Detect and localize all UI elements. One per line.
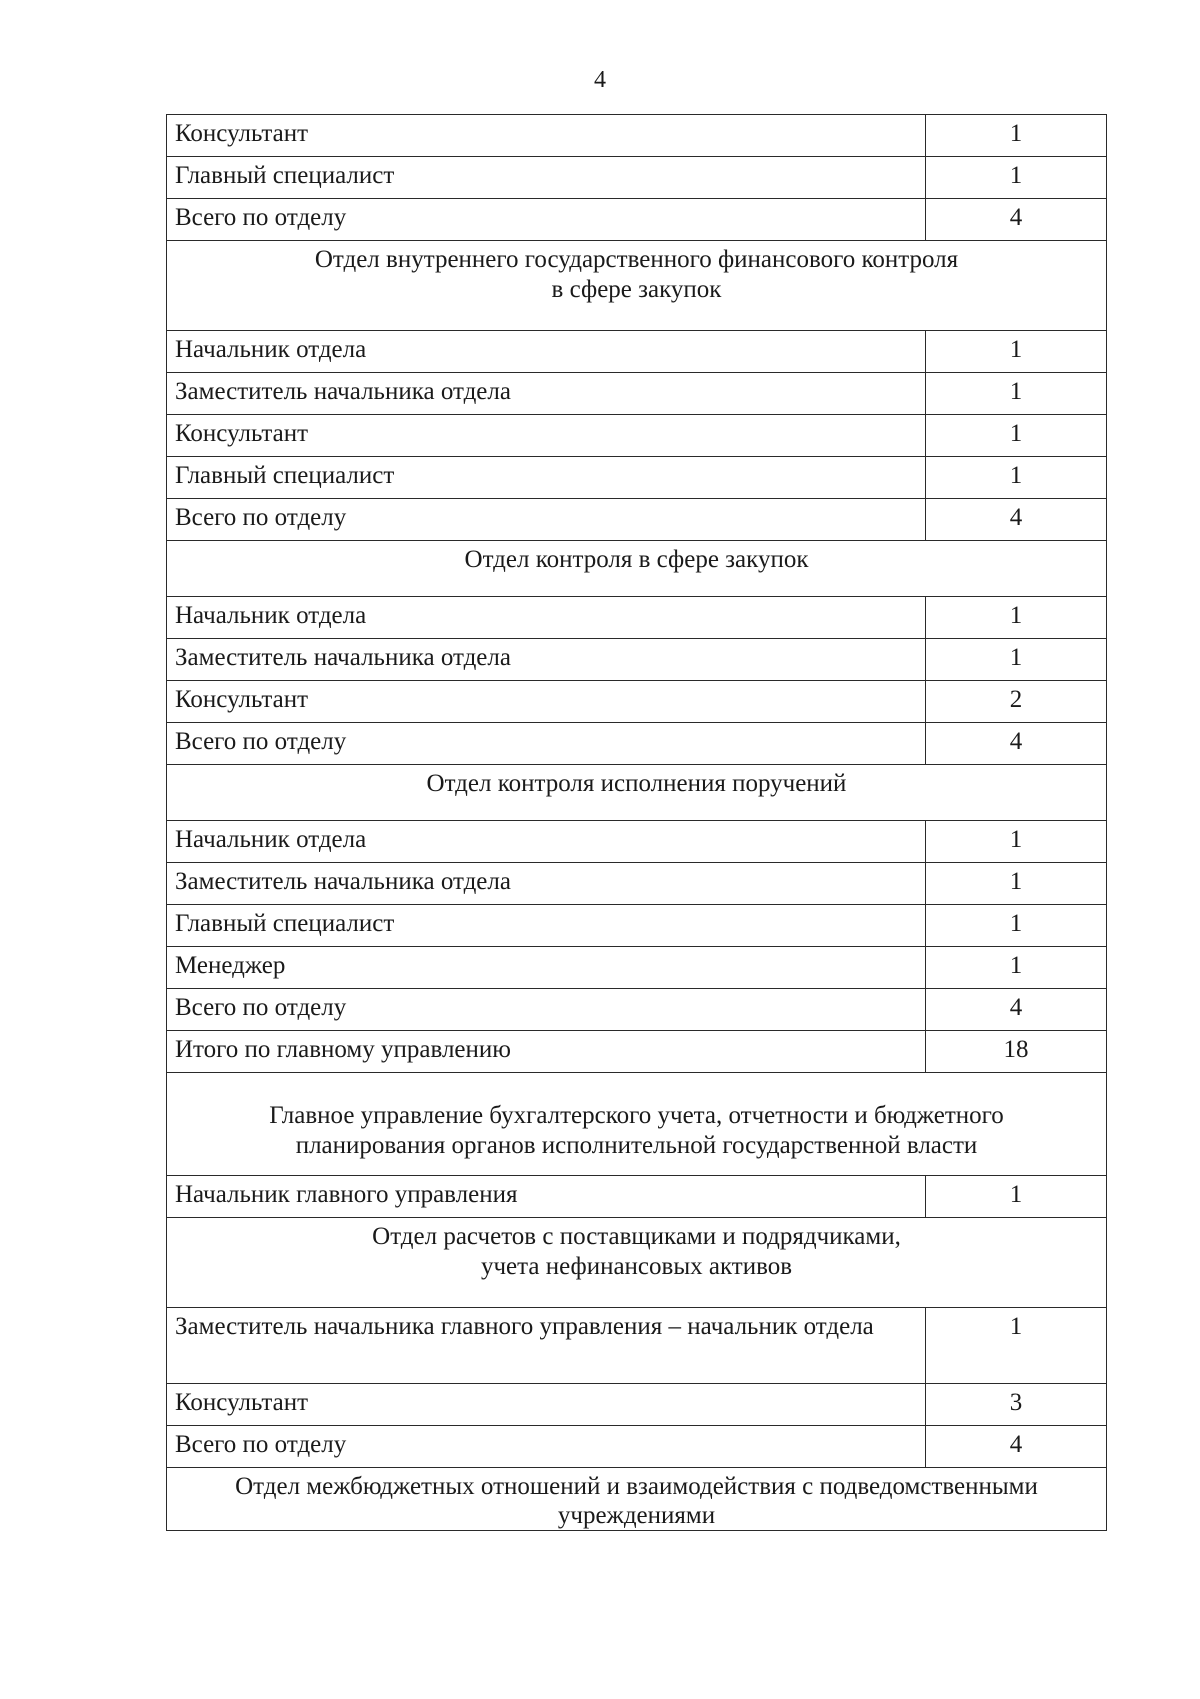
table-row [167,1426,1107,1468]
position-count: 1 [926,373,1107,415]
position-count: 1 [926,457,1107,499]
table-row [167,373,1107,415]
position-name: Главный специалист [167,457,926,499]
table-row [167,905,1107,947]
position-count: 1 [926,157,1107,199]
position-count: 1 [926,1176,1107,1218]
position-name: Консультант [167,681,926,723]
position-count: 1 [926,415,1107,457]
position-name: Заместитель начальника отдела [167,373,926,415]
section-title [167,1218,1107,1308]
position-count: 4 [926,499,1107,541]
section-title-line: Отдел межбюджетных отношений и взаимодействия с подведомственными [235,1473,1038,1500]
position-name: Главный специалист [167,905,926,947]
section-header-row [167,1468,1107,1531]
page-number: 4 [594,67,606,93]
section-title-line: Отдел расчетов с поставщиками и подрядчиками, [372,1223,901,1250]
section-title-line: Отдел контроля в сфере закупок [464,546,809,573]
section-title [167,541,1107,597]
table-row [167,1308,1107,1384]
table-row [167,199,1107,241]
section-title [167,1073,1107,1176]
position-name: Начальник главного управления [167,1176,926,1218]
position-count: 4 [926,1426,1107,1468]
section-header-row [167,765,1107,821]
position-name: Менеджер [167,947,926,989]
position-name: Всего по отделу [167,499,926,541]
position-name: Заместитель начальника главного управления – начальник отдела [167,1308,926,1384]
section-title-line: учреждениями [557,1502,716,1529]
position-count: 3 [926,1384,1107,1426]
table-row [167,415,1107,457]
section-title-line: в сфере закупок [551,276,722,303]
position-count: 1 [926,115,1107,157]
table-row [167,723,1107,765]
position-name: Начальник отдела [167,331,926,373]
position-name: Всего по отделу [167,199,926,241]
section-header-row [167,541,1107,597]
position-count: 18 [926,1031,1107,1073]
position-name: Заместитель начальника отдела [167,863,926,905]
position-name: Всего по отделу [167,1426,926,1468]
position-name: Итого по главному управлению [167,1031,926,1073]
position-name: Консультант [167,415,926,457]
position-count: 1 [926,821,1107,863]
table-row [167,947,1107,989]
table-row [167,639,1107,681]
position-count: 2 [926,681,1107,723]
section-title-line: учета нефинансовых активов [480,1253,793,1280]
section-title [167,241,1107,331]
section-title-line: Отдел контроля исполнения поручений [426,770,847,797]
position-count: 1 [926,331,1107,373]
position-count: 4 [926,723,1107,765]
position-name: Консультант [167,1384,926,1426]
position-count: 1 [926,863,1107,905]
position-count: 4 [926,199,1107,241]
section-header-row [167,1073,1107,1176]
position-name: Всего по отделу [167,989,926,1031]
table-row [167,597,1107,639]
table-row [167,1031,1107,1073]
section-header-row [167,1218,1107,1308]
section-header-row [167,241,1107,331]
section-title-line: Отдел внутреннего государственного финансового контроля [314,246,959,273]
section-title [167,1468,1107,1531]
table-row [167,681,1107,723]
position-name: Главный специалист [167,157,926,199]
table-row [167,821,1107,863]
section-title [167,765,1107,821]
position-name: Начальник отдела [167,821,926,863]
position-name: Консультант [167,115,926,157]
section-title-line: планирования органов исполнительной государственной власти [295,1132,978,1159]
position-count: 1 [926,597,1107,639]
position-count: 1 [926,947,1107,989]
position-count: 4 [926,989,1107,1031]
position-count: 1 [926,1308,1107,1384]
table-row [167,1384,1107,1426]
table-row [167,457,1107,499]
position-name: Всего по отделу [167,723,926,765]
position-name: Начальник отдела [167,597,926,639]
position-name: Заместитель начальника отдела [167,639,926,681]
table-row [167,157,1107,199]
table-row [167,331,1107,373]
staffing-table [166,114,1107,1531]
table-row [167,115,1107,157]
table-row [167,499,1107,541]
position-count: 1 [926,639,1107,681]
position-count: 1 [926,905,1107,947]
table-row [167,863,1107,905]
table-row [167,989,1107,1031]
section-title-line: Главное управление бухгалтерского учета, отчетности и бюджетного [269,1102,1004,1129]
table-row [167,1176,1107,1218]
